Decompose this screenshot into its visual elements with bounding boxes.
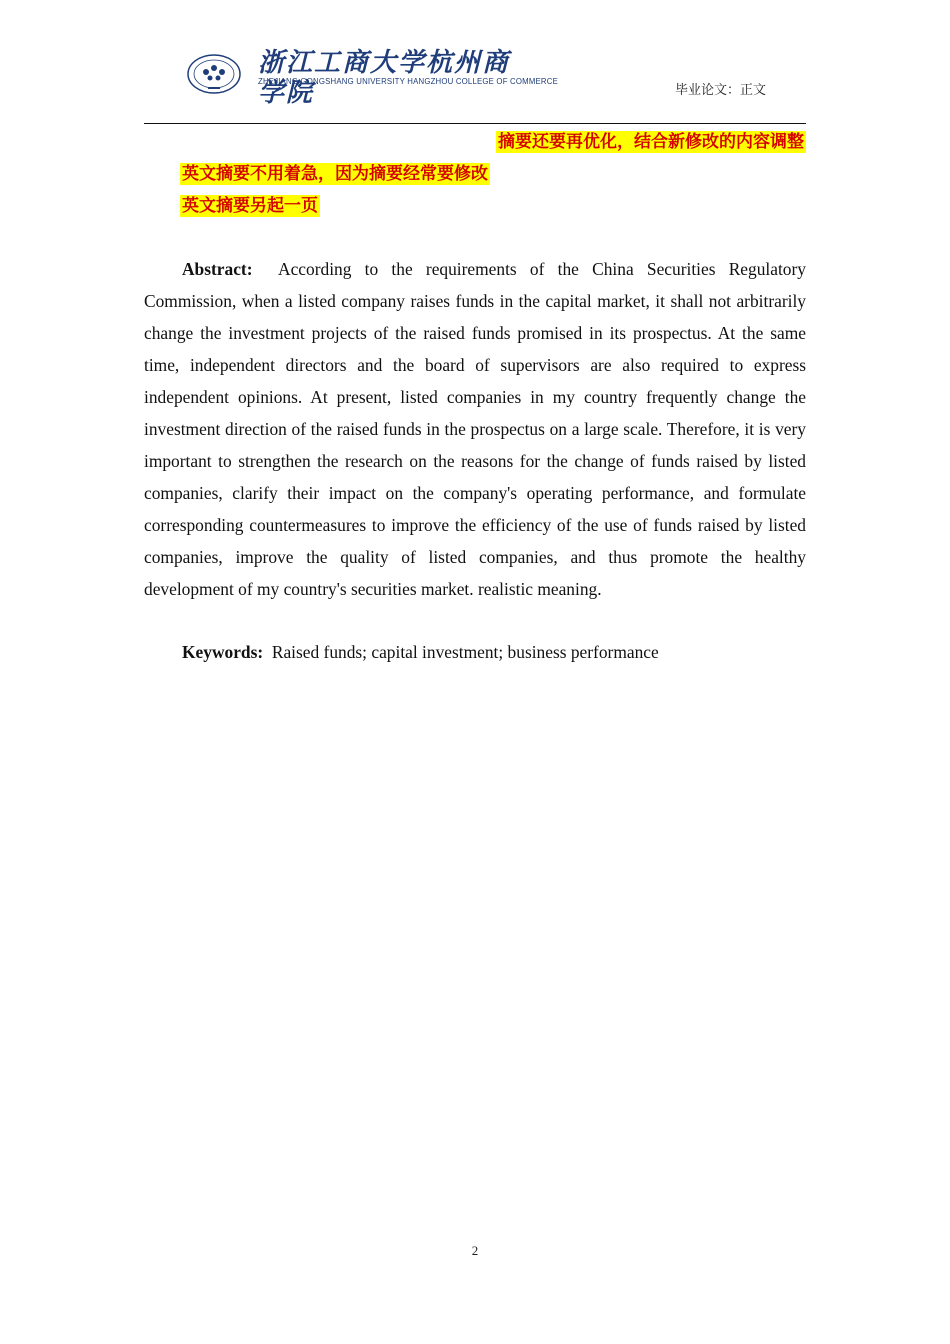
keywords-label: Keywords: bbox=[182, 642, 264, 662]
university-logo-subtitle: ZHEJIANG GONGSHANG UNIVERSITY HANGZHOU COLLEGE OF COMMERCE bbox=[258, 77, 558, 86]
header-section-label: 毕业论文：正文 bbox=[674, 83, 766, 98]
university-emblem-icon bbox=[186, 54, 242, 94]
abstract-text: According to the requirements of the China Securities Regulatory Commission, when a listed company raises funds in the capital market, it shall not arbitrarily change the investment projects of the raised funds promised in its prospectus. At the same time, independent directors and the board of supervisors are also required to express independent opinions. At present, listed companies in my country frequently change the investment direction of the raised funds in the prospectus on a large scale. Therefore, it is very important to strengthen the research on the reasons for the change of funds raised by listed companies, clarify their impact on the company's operating performance, and formulate corresponding countermeasures to improve the efficiency of the use of funds raised by listed companies, improve the quality of listed companies, and thus promote the healthy development of my country's securities market. realistic meaning. bbox=[144, 259, 806, 599]
abstract-label: Abstract: bbox=[182, 259, 253, 279]
review-comment-2: 英文摘要不用着急，因为摘要经常要修改 bbox=[182, 164, 488, 184]
abstract-paragraph bbox=[144, 253, 806, 605]
page-number: 2 bbox=[471, 1243, 479, 1258]
university-logo-title: 浙江工商大学杭州商学院 bbox=[258, 48, 511, 108]
keywords-text: Raised funds; capital investment; business performance bbox=[271, 642, 659, 662]
header-divider bbox=[144, 123, 806, 124]
page-header bbox=[144, 48, 806, 124]
review-comment-1: 摘要还要再优化，结合新修改的内容调整 bbox=[498, 132, 804, 152]
keywords-paragraph bbox=[144, 636, 806, 668]
review-comment-3: 英文摘要另起一页 bbox=[182, 196, 318, 216]
